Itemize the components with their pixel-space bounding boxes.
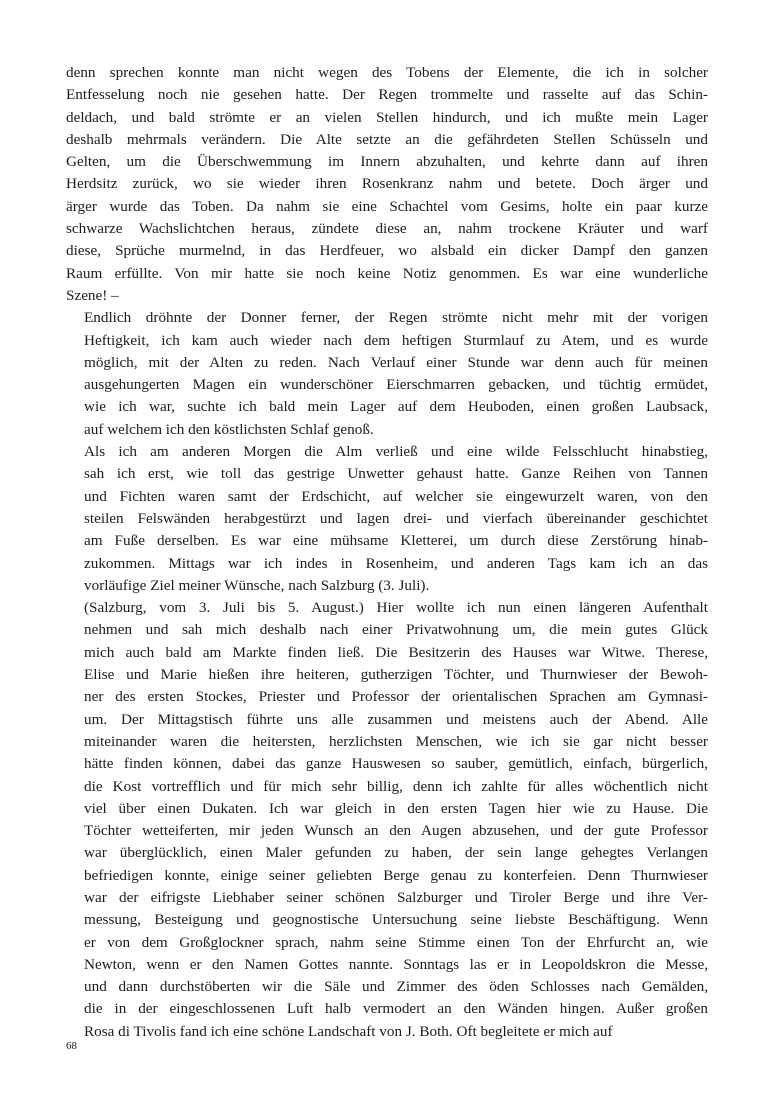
text-line: am Fuße derselben. Es war eine mühsame Kletterei, um durch diese Zerstörung hinab- — [84, 532, 708, 550]
text-line: (Salzburg, vom 3. Juli bis 5. August.) Hier wollte ich nun einen längeren Aufenthalt — [84, 599, 708, 617]
text-line: Endlich dröhnte der Donner ferner, der Regen strömte nicht mehr mit der vorigen — [84, 309, 708, 327]
text-line: mich auch bald am Markte finden ließ. Die Besitzerin des Hauses war Witwe. Therese, — [84, 643, 708, 661]
text-line: um. Der Mittagstisch führte uns alle zusammen und meistens auch der Abend. Alle — [84, 710, 708, 728]
text-line: er von dem Großglockner sprach, nahm seine Stimme einen Ton der Ehrfurcht an, wie — [84, 933, 708, 951]
text-line: und dann durchstöberten wir die Säle und Zimmer des öden Schlosses nach Gemälden, — [84, 978, 708, 996]
text-line: hätte finden können, dabei das ganze Hauswesen so sauber, gemütlich, einfach, bürgerlich, — [84, 755, 708, 773]
text-line: war überglücklich, einen Maler gefunden zu haben, der sein lange gehegtes Verlangen — [84, 844, 708, 862]
text-line: deldach, und bald strömte er an vielen Stellen hindurch, und ich mußte mein Lager — [66, 108, 708, 126]
text-line: zukommen. Mittags war ich indes in Rosenheim, und anderen Tags kam ich an das — [84, 554, 708, 572]
text-line: war der eifrigste Liebhaber seiner schönen Salzburger und Tiroler Berge und ihre Ver- — [84, 888, 708, 906]
text-line: Entfesselung noch nie gesehen hatte. Der Regen trommelte und rasselte auf das Schin- — [66, 86, 708, 104]
text-line: Newton, wenn er den Namen Gottes nannte. Sonntags las er in Leopoldskron die Messe, — [84, 955, 708, 973]
text-line: messung, Besteigung und geognostische Untersuchung seine liebste Beschäftigung. Wenn — [84, 911, 708, 929]
text-line: denn sprechen konnte man nicht wegen des Tobens der Elemente, die ich in solcher — [66, 64, 708, 81]
page-number: 68 — [66, 1040, 77, 1052]
text-line: ner des ersten Stockes, Priester und Professor der orientalischen Sprachen am Gymnasi- — [84, 688, 708, 706]
text-line: sah ich erst, wie toll das gestrige Unwetter gehaust hatte. Ganze Reihen von Tannen — [84, 465, 708, 483]
text-line: ausgehungerten Magen ein wunderschöner Eierschmarren gebacken, und tüchtig ermüdet, — [84, 376, 708, 394]
text-line: Als ich am anderen Morgen die Alm verließ und eine wilde Felsschlucht hinabstieg, — [84, 443, 708, 461]
text-line: ärger wurde das Toben. Da nahm sie eine Schachtel vom Gesims, holte ein paar kurze — [66, 197, 708, 215]
text-line: Elise und Marie hießen ihre heiteren, gutherzigen Töchter, und Thurnwieser der Bewoh- — [84, 666, 708, 684]
text-line: und Fichten waren samt der Erdschicht, auf welcher sie eingewurzelt waren, von den — [84, 487, 708, 505]
text-line: steilen Felswänden herabgestürzt und lagen drei- und vierfach übereinander geschichtet — [84, 509, 708, 527]
text-line: möglich, mit der Alten zu reden. Nach Verlauf einer Stunde war denn auch für meinen — [84, 353, 708, 371]
text-line: Herdsitz zurück, wo sie wieder ihren Rosenkranz nahm und betete. Doch ärger und — [66, 175, 708, 193]
text-line: miteinander waren die heitersten, herzlichsten Menschen, wie ich sie gar nicht besser — [84, 732, 708, 750]
text-line: vorläufige Ziel meiner Wünsche, nach Salzburg (3. Juli). — [84, 576, 430, 594]
text-line: die Kost vortrefflich und für mich sehr billig, denn ich zahlte für alles wöchentlich nicht — [84, 777, 708, 795]
text-line: Gelten, um die Überschwemmung im Innern abzuhalten, und kehrte dann auf ihren — [66, 153, 708, 171]
text-line: viel über einen Dukaten. Ich war gleich in den ersten Tagen hier wie zu Hause. Die — [84, 799, 708, 817]
paragraph — [66, 597, 708, 1043]
text-line: befriedigen konnte, einige seiner geliebten Berge genau zu konterfeien. Denn Thurnwieser — [84, 866, 708, 884]
paragraph — [66, 441, 708, 597]
text-line: nehmen und sah mich deshalb nach einer Privatwohnung um, die mein gutes Glück — [84, 621, 708, 639]
text-line: wie ich war, suchte ich bald mein Lager auf dem Heuboden, einen großen Laubsack, — [84, 398, 708, 416]
text-line: Rosa di Tivolis fand ich eine schöne Landschaft von J. Both. Oft begleitete er mich auf — [84, 1022, 613, 1040]
text-line: auf welchem ich den köstlichsten Schlaf genoß. — [84, 420, 374, 438]
text-line: Töchter wetteiferten, mir jeden Wunsch an den Augen abzusehen, und der gute Professor — [84, 822, 708, 840]
text-line: Raum erfüllte. Von mir hatte sie noch keine Notiz genommen. Es war eine wunderliche — [66, 264, 708, 282]
text-line: die in der eingeschlossenen Luft halb vermodert an den Wänden hingen. Außer großen — [84, 1000, 708, 1018]
text-line: Szene! – — [66, 286, 119, 304]
text-line: diese, Sprüche murmelnd, in das Herdfeuer, wo alsbald ein dicker Dampf den ganzen — [66, 242, 708, 260]
text-line: Heftigkeit, ich kam auch wieder nach dem heftigen Sturmlauf zu Atem, und es wurde — [84, 331, 708, 349]
paragraph — [66, 62, 708, 307]
text-line: schwarze Wachslichtchen heraus, zündete diese an, nahm trockene Kräuter und warf — [66, 220, 708, 238]
paragraph — [66, 307, 708, 441]
text-line: deshalb mehrmals verändern. Die Alte setzte an die gefährdeten Stellen Schüsseln und — [66, 130, 708, 148]
body-text — [66, 62, 708, 1043]
